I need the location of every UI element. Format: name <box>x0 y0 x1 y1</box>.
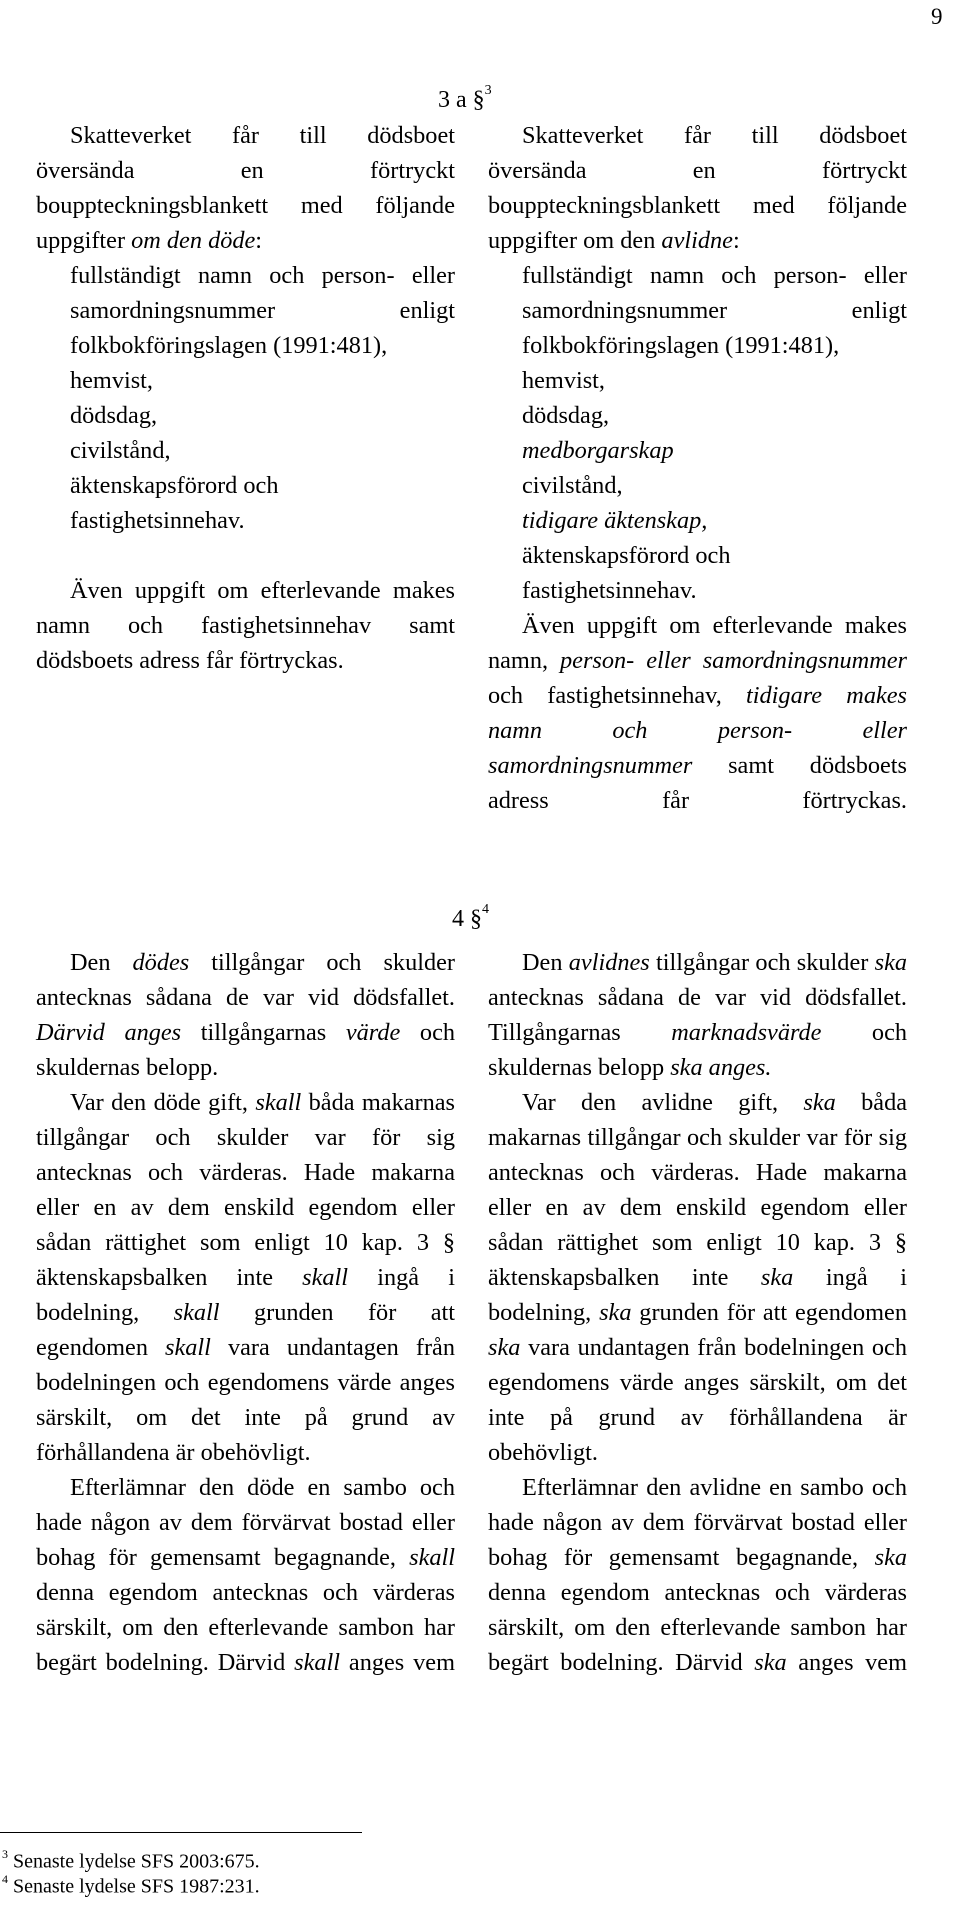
paragraph: Den dödes tillgångar och skulder antecknas sådana de var vid dödsfallet. Därvid anges tillgångarnas värde och skuldernas belopp. <box>36 949 455 1081</box>
list-item: äktenskapsförord och <box>70 472 279 499</box>
changed-words: ska <box>760 1264 794 1291</box>
paragraph: Skatteverket får till dödsboet översända en förtryckt bouppteckningsblankett med följande uppgifter om den döde: <box>36 122 455 254</box>
list-item: dödsdag, <box>70 402 158 429</box>
changed-words: person- eller samordningsnummer <box>560 647 907 674</box>
paragraph: Var den avlidne gift, ska båda makarnas tillgångar och skulder var för sig antecknas och värderas. Hade makarna eller en av dem enskild egendom eller sådan rättighet som enligt 10 kap. 3 § äktenskapsbalken inte ska ingå i bodelning, ska grunden för att egendomen ska vara undantagen från bodelningen och egendomens värde anges särskilt, om det inte på grund av förhållandena är obehövligt. <box>488 1089 907 1466</box>
footnote-text: Senaste lydelse SFS 1987:231. <box>8 1875 260 1898</box>
changed-words: skall <box>294 1649 341 1676</box>
changed-words: dödes <box>132 949 190 976</box>
list-item: hemvist, <box>70 367 154 394</box>
changed-words: ska <box>754 1649 787 1676</box>
changed-words: värde <box>345 1019 401 1046</box>
list-item: fullständigt namn och person- eller samordningsnummer enligt folkbokföringslagen (1991:481), <box>70 262 455 359</box>
footnote-ref: 4 <box>482 902 489 917</box>
section-heading-4 <box>452 902 489 933</box>
footnote-number: 4 <box>2 1872 8 1886</box>
footnote-divider <box>0 1832 362 1833</box>
changed-words: ska anges. <box>670 1054 772 1081</box>
list-item: civilstånd, <box>522 472 623 499</box>
changed-words: ska <box>874 1544 907 1571</box>
list-item: äktenskapsförord och <box>522 542 731 569</box>
list-item: dödsdag, <box>522 402 610 429</box>
changed-words: ska <box>874 949 907 976</box>
list-item: civilstånd, <box>70 437 171 464</box>
paragraph: Efterlämnar den avlidne en sambo och hade någon av dem förvärvat bostad eller bohag för gemensamt begagnande, ska denna egendom antecknas och värderas särskilt, om den efterlevande sambon har begärt bodelning. Därvid ska anges vem <box>488 1474 907 1676</box>
paragraph: Den avlidnes tillgångar och skulder ska antecknas sådana de var vid dödsfallet. Tillgångarnas marknadsvärde och skuldernas belopp ska anges. <box>488 949 908 1081</box>
changed-words: marknadsvärde <box>671 1019 822 1046</box>
list-item: hemvist, <box>522 367 606 394</box>
current-text-4 <box>36 945 455 1680</box>
paragraph: Även uppgift om efterlevande makes namn, person- eller samordningsnummer och fastighetsinnehav, tidigare makes namn och person- eller samordningsnummer samt dödsboets adress får förtryckas. <box>488 612 907 814</box>
changed-words: om den döde <box>131 227 256 254</box>
current-text-3a <box>36 118 455 678</box>
paragraph: Även uppgift om efterlevande makes namn och fastighetsinnehav samt dödsboets adress får förtryckas. <box>36 577 455 674</box>
footnote-text: Senaste lydelse SFS 2003:675. <box>8 1850 260 1873</box>
section-heading-3a <box>438 83 492 114</box>
list-item <box>488 503 907 538</box>
changed-words: skall <box>165 1334 211 1361</box>
list-item: fullständigt namn och person- eller samordningsnummer enligt folkbokföringslagen (1991:481), <box>522 262 907 359</box>
changed-words: Därvid anges <box>36 1019 182 1046</box>
changed-words: skall <box>173 1299 220 1326</box>
paragraph: Efterlämnar den döde en sambo och hade någon av dem förvärvat bostad eller bohag för gemensamt begagnande, skall denna egendom antecknas och värderas särskilt, om den efterlevande sambon har begärt bodelning. Därvid skall anges vem <box>36 1474 455 1676</box>
changed-words: avlidne <box>661 227 733 254</box>
changed-words: ska <box>488 1334 521 1361</box>
list-item: fastighetsinnehav. <box>70 507 245 534</box>
section-number: 4 § <box>452 906 482 932</box>
proposed-text-4 <box>488 945 907 1680</box>
changed-words: ska <box>803 1089 836 1116</box>
changed-words: skall <box>409 1544 455 1571</box>
footnote-ref: 3 <box>484 83 492 98</box>
changed-words: skall <box>302 1264 349 1291</box>
list-item <box>488 433 907 468</box>
paragraph: Var den döde gift, skall båda makarnas tillgångar och skulder var för sig antecknas och värderas. Hade makarna eller en av dem enskild egendom eller sådan rättighet som enligt 10 kap. 3 § äktenskapsbalken inte skall ingå i bodelning, skall grunden för att egendomen skall vara undantagen från bodelningen och egendomens värde anges särskilt, om det inte på grund av förhållandena är obehövligt. <box>36 1089 456 1466</box>
changed-words: medborgarskap <box>522 437 674 464</box>
page-number: 9 <box>931 4 943 29</box>
list-item: fastighetsinnehav. <box>522 577 697 604</box>
section-number: 3 a § <box>438 87 485 113</box>
changed-words: tidigare äktenskap, <box>522 507 708 534</box>
paragraph: Skatteverket får till dödsboet översända en förtryckt bouppteckningsblankett med följande uppgifter om den avlidne: <box>488 122 907 254</box>
proposed-text-3a <box>488 118 907 818</box>
footnote <box>2 1869 260 1899</box>
changed-words: avlidnes <box>568 949 650 976</box>
footnote-number: 3 <box>2 1847 8 1861</box>
changed-words: ska <box>599 1299 632 1326</box>
changed-words: skall <box>255 1089 302 1116</box>
changed-words: tidigare makes namn och person- eller samordningsnummer <box>488 682 907 779</box>
